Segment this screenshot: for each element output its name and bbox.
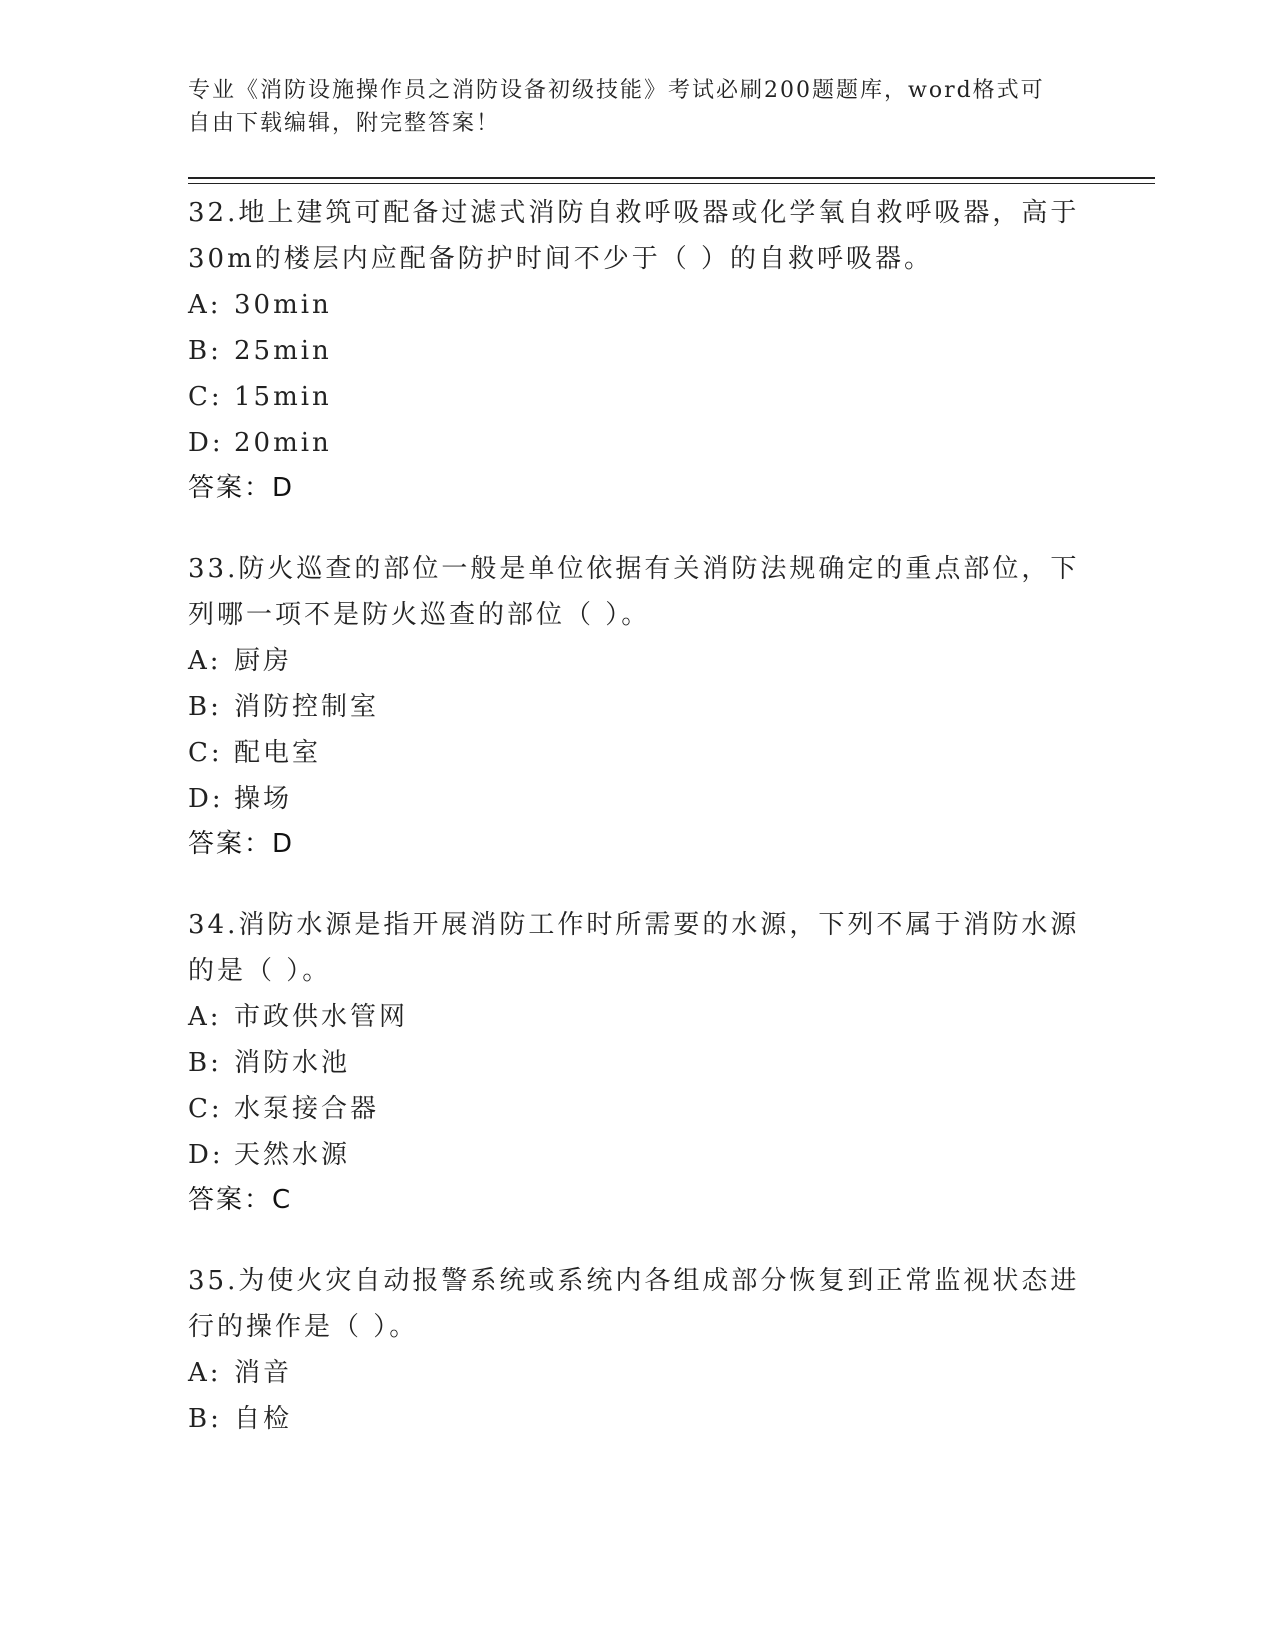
option-text: 30min [234, 290, 332, 320]
question-34 [188, 902, 1088, 1222]
header-divider-thin [188, 183, 1155, 184]
option-d [188, 420, 1088, 466]
option-d [188, 1132, 1088, 1178]
option-text: 20min [234, 428, 332, 458]
option-text: 自检 [234, 1404, 293, 1434]
question-33 [188, 546, 1088, 866]
answer-label: 答案：C [188, 1185, 293, 1215]
option-letter: A: [188, 290, 222, 320]
header-divider-thick [188, 177, 1155, 179]
option-letter: C: [188, 738, 223, 768]
option-letter: A: [188, 1358, 222, 1388]
option-letter: A: [188, 1002, 222, 1032]
question-stem-line: 行的操作是（ ）。 [188, 1312, 419, 1342]
option-letter: B: [188, 692, 222, 722]
option-letter: D: [188, 428, 224, 458]
option-text: 市政供水管网 [234, 1002, 409, 1032]
option-letter: B: [188, 1404, 222, 1434]
option-letter: B: [188, 1048, 222, 1078]
option-text: 厨房 [234, 646, 293, 676]
option-letter: D: [188, 784, 224, 814]
option-text: 消防水池 [234, 1048, 351, 1078]
question-stem-line: 33.防火巡查的部位一般是单位依据有关消防法规确定的重点部位，下 [188, 554, 1080, 584]
option-text: 消防控制室 [234, 692, 380, 722]
option-c [188, 730, 1088, 776]
option-b [188, 1396, 1088, 1442]
option-text: 25min [234, 336, 332, 366]
question-stem-line: 34.消防水源是指开展消防工作时所需要的水源，下列不属于消防水源 [188, 910, 1080, 940]
option-text: 天然水源 [234, 1140, 351, 1170]
question-32 [188, 190, 1088, 510]
option-text: 水泵接合器 [234, 1094, 380, 1124]
option-letter: A: [188, 646, 222, 676]
option-letter: B: [188, 336, 222, 366]
option-b [188, 684, 1088, 730]
option-b [188, 1040, 1088, 1086]
question-stem-line: 32.地上建筑可配备过滤式消防自救呼吸器或化学氧自救呼吸器，高于 [188, 198, 1080, 228]
answer-label: 答案：D [188, 829, 295, 859]
option-letter: C: [188, 1094, 223, 1124]
option-a [188, 638, 1088, 684]
option-b [188, 328, 1088, 374]
option-letter: C: [188, 382, 223, 412]
option-text: 操场 [234, 784, 293, 814]
question-stem-line: 列哪一项不是防火巡查的部位（ ）。 [188, 600, 651, 630]
answer-label: 答案：D [188, 473, 295, 503]
question-35 [188, 1258, 1088, 1442]
header-line-2: 自由下载编辑，附完整答案！ [188, 111, 501, 136]
option-a [188, 1350, 1088, 1396]
question-stem-line: 的是（ ）。 [188, 956, 332, 986]
document-header [188, 74, 1068, 140]
option-text: 消音 [234, 1358, 293, 1388]
question-stem-line: 30m的楼层内应配备防护时间不少于（ ）的自救呼吸器。 [188, 244, 934, 274]
option-c [188, 374, 1088, 420]
question-stem-line: 35.为使火灾自动报警系统或系统内各组成部分恢复到正常监视状态进 [188, 1266, 1080, 1296]
header-line-1: 专业《消防设施操作员之消防设备初级技能》考试必刷200题题库，word格式可 [188, 78, 1045, 103]
option-text: 配电室 [234, 738, 322, 768]
question-list [188, 190, 1088, 1478]
option-letter: D: [188, 1140, 224, 1170]
option-text: 15min [234, 382, 332, 412]
option-a [188, 282, 1088, 328]
option-a [188, 994, 1088, 1040]
option-d [188, 776, 1088, 822]
option-c [188, 1086, 1088, 1132]
